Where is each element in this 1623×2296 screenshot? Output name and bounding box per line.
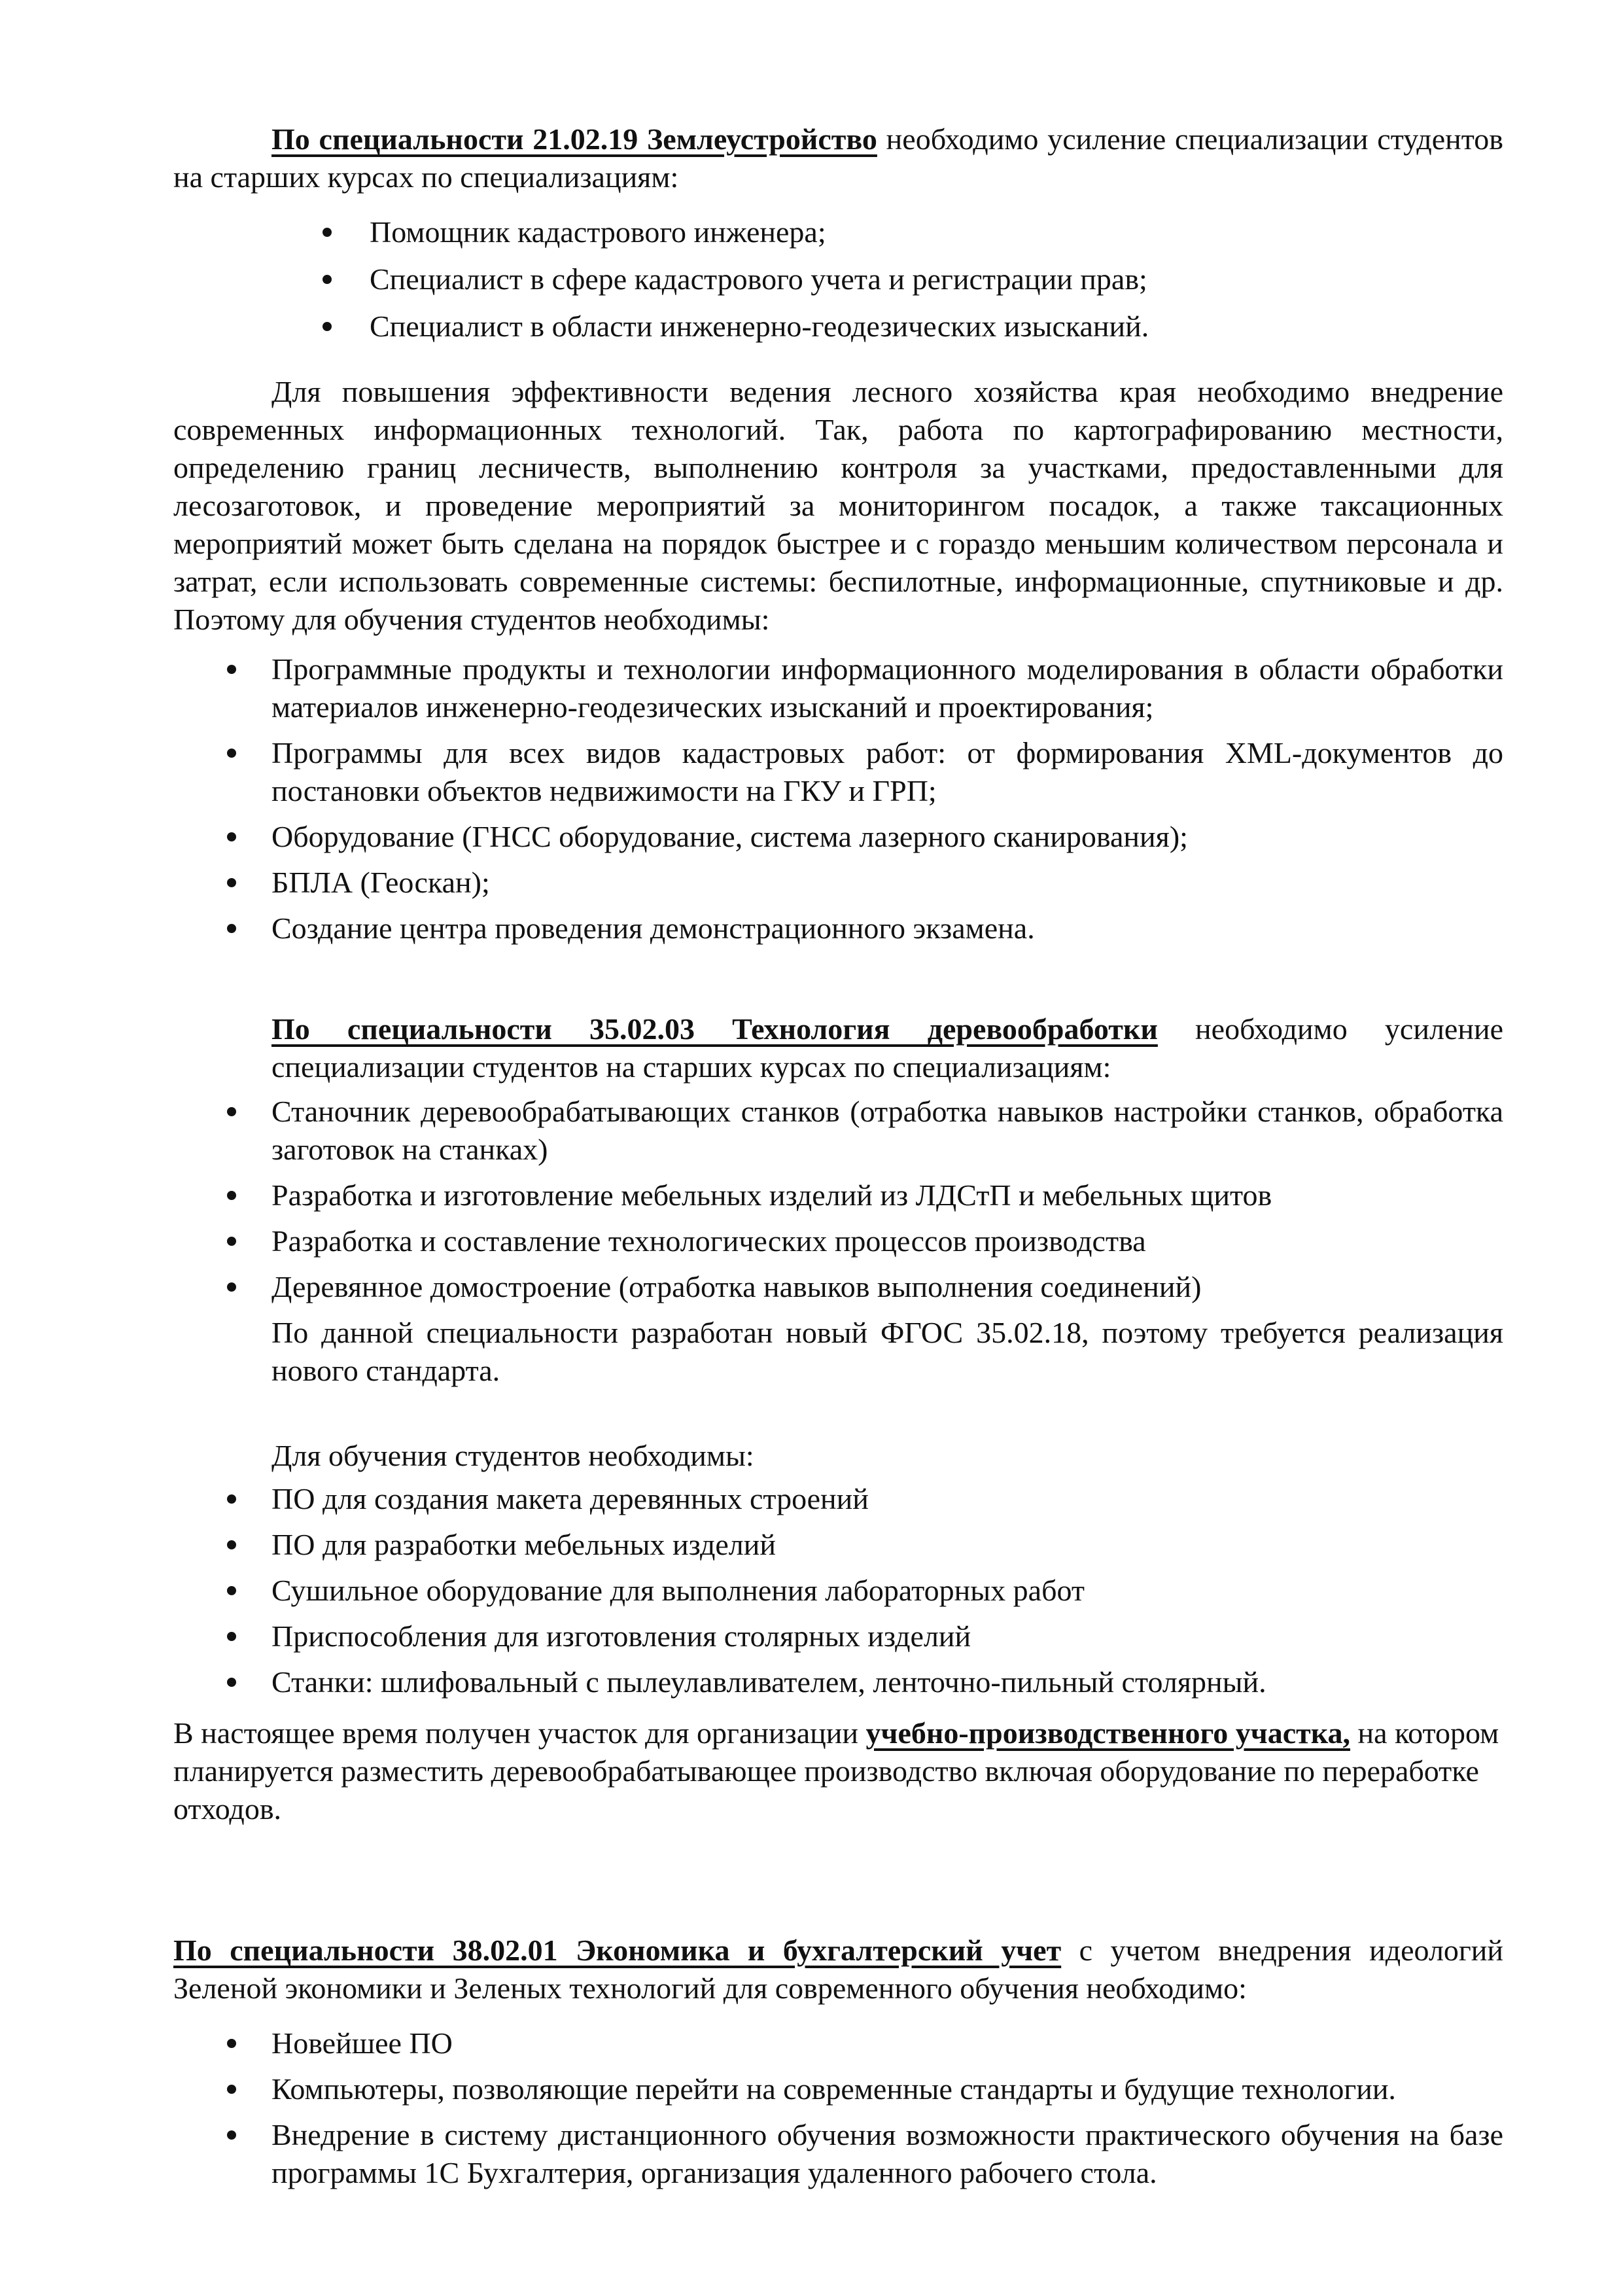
list-item: ПО для создания макета деревянных строений — [173, 1480, 1503, 1518]
bullet-icon — [227, 1540, 236, 1549]
section-intro-text: необходимо усиление специализации студентов на старших курсах по специализациям: — [271, 1012, 1503, 1084]
section-heading: По специальности 38.02.01 Экономика и бухгалтерский учет — [173, 1934, 1062, 1967]
bullet-icon — [227, 1107, 236, 1116]
bullet-icon — [323, 228, 332, 237]
bullet-icon — [227, 924, 236, 933]
list-item: Станочник деревообрабатывающих станков (отработка навыков настройки станков, обработка заготовок на станках) — [173, 1093, 1503, 1169]
section-heading: По специальности 21.02.19 Землеустройство — [271, 122, 877, 156]
bullet-icon — [227, 749, 236, 758]
forestry-needs-list — [173, 650, 1503, 947]
bullet-icon — [227, 2130, 236, 2140]
fgos-note: По данной специальности разработан новый ФГОС 35.02.18, поэтому требуется реализация нового стандарта. — [271, 1316, 1503, 1387]
specializations-list — [173, 213, 1503, 345]
bullet-icon — [227, 2085, 236, 2094]
section-heading: По специальности 35.02.03 Технология деревообработки — [271, 1012, 1158, 1046]
section-intro-text: с учетом внедрения идеологий Зеленой экономики и Зеленых технологий для современного обучения необходимо: — [173, 1934, 1503, 2005]
section-woodworking-intro — [173, 1010, 1503, 1086]
bullet-icon — [323, 322, 332, 331]
list-item: Деревянное домостроение (отработка навыков выполнения соединений) — [173, 1268, 1503, 1306]
bullet-icon — [227, 1282, 236, 1292]
list-item: Компьютеры, позволяющие перейти на современные стандарты и будущие технологии. — [173, 2070, 1503, 2108]
bullet-icon — [227, 1586, 236, 1595]
bullet-icon — [227, 665, 236, 674]
specializations-list — [173, 1093, 1503, 1306]
list-item: Разработка и изготовление мебельных изделий из ЛДСтП и мебельных щитов — [173, 1176, 1503, 1214]
training-site-paragraph: В настоящее время получен участок для организации учебно-производственного участка, на котором планируется разместить деревообрабатывающее производство включая оборудование по переработке отходов. — [173, 1716, 1499, 1826]
list-item: Специалист в области инженерно-геодезических изысканий. — [173, 308, 1503, 345]
economics-needs-list — [173, 2024, 1503, 2192]
section-intro-text: необходимо усиление специализации студентов на старших курсах по специализациям: — [173, 122, 1503, 194]
section-land-management — [173, 120, 1503, 355]
section-economics — [173, 1932, 1503, 2200]
bullet-icon — [227, 2039, 236, 2048]
bullet-icon — [227, 832, 236, 841]
bullet-icon — [227, 878, 236, 887]
list-item: Программы для всех видов кадастровых работ: от формирования XML-документов до постановки объектов недвижимости на ГКУ и ГРП; — [173, 734, 1503, 810]
list-item: Внедрение в систему дистанционного обучения возможности практического обучения на базе программы 1С Бухгалтерия, организация удаленного рабочего стола. — [173, 2116, 1503, 2192]
list-item: Помощник кадастрового инженера; — [173, 213, 1503, 251]
list-item: Оборудование (ГНСС оборудование, система лазерного сканирования); — [173, 818, 1503, 856]
list-item: Специалист в сфере кадастрового учета и регистрации прав; — [173, 260, 1503, 298]
list-item: БПЛА (Геоскан); — [173, 864, 1503, 902]
bullet-icon — [227, 1632, 236, 1641]
list-item: Приспособления для изготовления столярных изделий — [173, 1617, 1503, 1655]
bullet-icon — [227, 1191, 236, 1200]
needs-title: Для обучения студентов необходимы: — [271, 1439, 754, 1472]
list-item: Новейшее ПО — [173, 2024, 1503, 2062]
bullet-icon — [227, 1237, 236, 1246]
bullet-icon — [323, 275, 332, 284]
list-item: Сушильное оборудование для выполнения лабораторных работ — [173, 1572, 1503, 1610]
needs-list — [173, 1480, 1503, 1701]
list-item: Разработка и составление технологических процессов производства — [173, 1222, 1503, 1260]
list-item: Создание центра проведения демонстрационного экзамена. — [173, 910, 1503, 947]
section-economics-intro — [173, 1932, 1503, 2007]
bullet-icon — [227, 1678, 236, 1687]
forestry-paragraph: Для повышения эффективности ведения лесного хозяйства края необходимо внедрение современных информационных технологий. Так, работа по картографированию местности, определению границ лесничеств, выполнению контроля за участками, предоставленными для лесозаготовок, и проведение мероприятий за мониторингом посадок, а также таксационных мероприятий может быть сделана на порядок быстрее и с гораздо меньшим количеством персонала и затрат, если использовать современные системы: беспилотные, информационные, спутниковые и др. Поэтому для обучения студентов необходимы: — [173, 375, 1503, 636]
list-item: Программные продукты и технологии информационного моделирования в области обработки материалов инженерно-геодезических изысканий и проектирования; — [173, 650, 1503, 726]
list-item: ПО для разработки мебельных изделий — [173, 1526, 1503, 1564]
list-item: Станки: шлифовальный с пылеулавливателем, ленточно-пильный столярный. — [173, 1663, 1503, 1701]
bullet-icon — [227, 1494, 236, 1504]
section-woodworking — [173, 1010, 1503, 1828]
section-land-management-intro — [173, 120, 1503, 196]
training-site-highlight: учебно-производственного участка, — [865, 1716, 1351, 1750]
section-forestry — [173, 373, 1503, 955]
